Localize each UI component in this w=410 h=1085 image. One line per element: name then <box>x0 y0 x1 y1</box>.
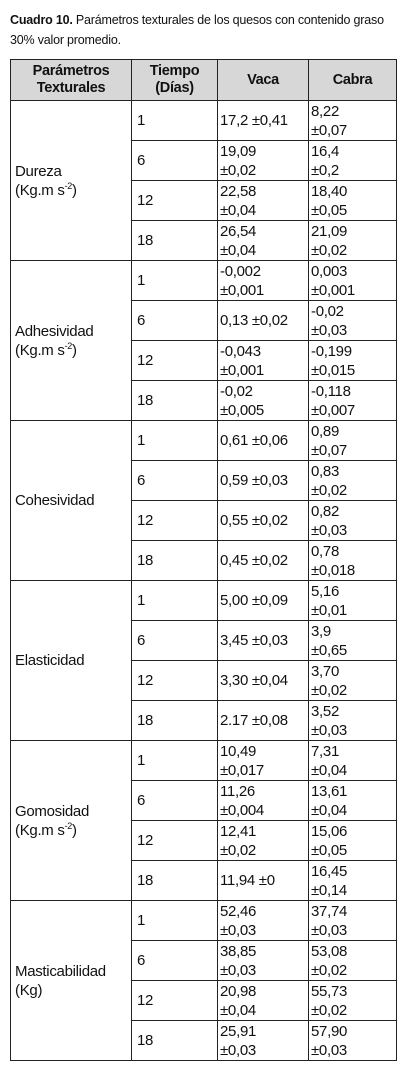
cabra-cell: 53,08 ±0,02 <box>309 941 397 981</box>
table-row <box>11 261 397 301</box>
cabra-cell: 0,83 ±0,02 <box>309 461 397 501</box>
unit-text-end: ) <box>71 181 77 199</box>
time-cell: 18 <box>132 701 218 741</box>
header-tiempo: Tiempo (Días) <box>132 60 218 101</box>
texture-parameters-table <box>10 59 397 1061</box>
cabra-cell: 57,90 ±0,03 <box>309 1021 397 1061</box>
unit-text-end: ) <box>71 821 77 839</box>
cabra-cell: 8,22 ±0,07 <box>309 101 397 141</box>
vaca-cell: 17,2 ±0,41 <box>218 101 309 141</box>
vaca-cell: 38,85 ±0,03 <box>218 941 309 981</box>
parameter-label: Cohesividad <box>15 492 95 509</box>
time-cell: 6 <box>132 461 218 501</box>
time-cell: 6 <box>132 621 218 661</box>
cabra-cell: 0,89 ±0,07 <box>309 421 397 461</box>
vaca-cell: 0,45 ±0,02 <box>218 541 309 581</box>
parameter-cell <box>11 421 132 581</box>
vaca-cell: 0,55 ±0,02 <box>218 501 309 541</box>
vaca-cell: 11,26 ±0,004 <box>218 781 309 821</box>
vaca-cell: 2.17 ±0,08 <box>218 701 309 741</box>
cabra-cell: 3,70 ±0,02 <box>309 661 397 701</box>
cabra-cell: 3,52 ±0,03 <box>309 701 397 741</box>
parameter-label: Gomosidad <box>15 802 90 820</box>
time-cell: 1 <box>132 421 218 461</box>
table-row <box>11 421 397 461</box>
vaca-cell: 52,46 ±0,03 <box>218 901 309 941</box>
unit-exponent: -2 <box>64 340 72 351</box>
time-cell: 18 <box>132 221 218 261</box>
vaca-cell: 20,98 ±0,04 <box>218 981 309 1021</box>
table-row <box>11 901 397 941</box>
cabra-cell: 0,82 ±0,03 <box>309 501 397 541</box>
unit-text: (Kg.m s <box>15 341 65 359</box>
table-header <box>11 60 397 101</box>
header-row <box>11 60 397 101</box>
cabra-cell: 21,09 ±0,02 <box>309 221 397 261</box>
unit-text-end: ) <box>71 341 77 359</box>
time-cell: 6 <box>132 781 218 821</box>
vaca-cell: 19,09 ±0,02 <box>218 141 309 181</box>
unit-text: (Kg.m s <box>15 821 65 839</box>
parameter-unit <box>15 342 77 359</box>
table-row <box>11 581 397 621</box>
parameter-unit <box>15 182 77 199</box>
time-cell: 12 <box>132 661 218 701</box>
cabra-cell: 7,31 ±0,04 <box>309 741 397 781</box>
parameter-label: Dureza <box>15 162 62 180</box>
header-cabra: Cabra <box>309 60 397 101</box>
unit-exponent: -2 <box>64 180 72 191</box>
parameter-cell <box>11 101 132 261</box>
vaca-cell: 10,49 ±0,017 <box>218 741 309 781</box>
time-cell: 1 <box>132 581 218 621</box>
table-body <box>11 101 397 1061</box>
time-cell: 1 <box>132 261 218 301</box>
parameter-cell <box>11 581 132 741</box>
cabra-cell: -0,199 ±0,015 <box>309 341 397 381</box>
vaca-cell: 3,45 ±0,03 <box>218 621 309 661</box>
cabra-cell: 55,73 ±0,02 <box>309 981 397 1021</box>
time-cell: 6 <box>132 301 218 341</box>
cabra-cell: 16,45 ±0,14 <box>309 861 397 901</box>
time-cell: 1 <box>132 741 218 781</box>
vaca-cell: 26,54 ±0,04 <box>218 221 309 261</box>
header-vaca: Vaca <box>218 60 309 101</box>
vaca-cell: 22,58 ±0,04 <box>218 181 309 221</box>
table-row <box>11 741 397 781</box>
parameter-label: Elasticidad <box>15 652 85 669</box>
time-cell: 12 <box>132 501 218 541</box>
table-caption <box>10 10 400 50</box>
time-cell: 12 <box>132 341 218 381</box>
parameter-cell <box>11 901 132 1061</box>
parameter-unit <box>15 822 77 839</box>
time-cell: 6 <box>132 941 218 981</box>
parameter-cell <box>11 741 132 901</box>
cabra-cell: 37,74 ±0,03 <box>309 901 397 941</box>
parameter-unit <box>15 982 42 999</box>
vaca-cell: 3,30 ±0,04 <box>218 661 309 701</box>
cabra-cell: 0,78 ±0,018 <box>309 541 397 581</box>
time-cell: 18 <box>132 861 218 901</box>
time-cell: 1 <box>132 101 218 141</box>
unit-text: (Kg) <box>15 981 43 999</box>
cabra-cell: 15,06 ±0,05 <box>309 821 397 861</box>
vaca-cell: 5,00 ±0,09 <box>218 581 309 621</box>
time-cell: 18 <box>132 381 218 421</box>
cabra-cell: 0,003 ±0,001 <box>309 261 397 301</box>
vaca-cell: -0,043 ±0,001 <box>218 341 309 381</box>
cabra-cell: 13,61 ±0,04 <box>309 781 397 821</box>
vaca-cell: 0,61 ±0,06 <box>218 421 309 461</box>
cabra-cell: 5,16 ±0,01 <box>309 581 397 621</box>
parameter-label: Masticabilidad <box>15 962 106 980</box>
time-cell: 12 <box>132 981 218 1021</box>
time-cell: 12 <box>132 181 218 221</box>
table-row <box>11 101 397 141</box>
header-parametros: Parámetros Texturales <box>11 60 132 101</box>
time-cell: 1 <box>132 901 218 941</box>
vaca-cell: -0,002 ±0,001 <box>218 261 309 301</box>
time-cell: 6 <box>132 141 218 181</box>
time-cell: 18 <box>132 541 218 581</box>
vaca-cell: 12,41 ±0,02 <box>218 821 309 861</box>
caption-label: Cuadro 10. <box>10 13 73 27</box>
unit-text: (Kg.m s <box>15 181 65 199</box>
cabra-cell: -0,118 ±0,007 <box>309 381 397 421</box>
unit-exponent: -2 <box>64 820 72 831</box>
time-cell: 12 <box>132 821 218 861</box>
cabra-cell: 3,9 ±0,65 <box>309 621 397 661</box>
vaca-cell: 11,94 ±0 <box>218 861 309 901</box>
vaca-cell: 0,59 ±0,03 <box>218 461 309 501</box>
caption-text: Parámetros texturales de los quesos con contenido graso 30% valor promedio. <box>10 13 384 47</box>
cabra-cell: 18,40 ±0,05 <box>309 181 397 221</box>
parameter-label: Adhesividad <box>15 322 94 340</box>
vaca-cell: 25,91 ±0,03 <box>218 1021 309 1061</box>
time-cell: 18 <box>132 1021 218 1061</box>
vaca-cell: 0,13 ±0,02 <box>218 301 309 341</box>
vaca-cell: -0,02 ±0,005 <box>218 381 309 421</box>
parameter-cell <box>11 261 132 421</box>
cabra-cell: -0,02 ±0,03 <box>309 301 397 341</box>
cabra-cell: 16,4 ±0,2 <box>309 141 397 181</box>
